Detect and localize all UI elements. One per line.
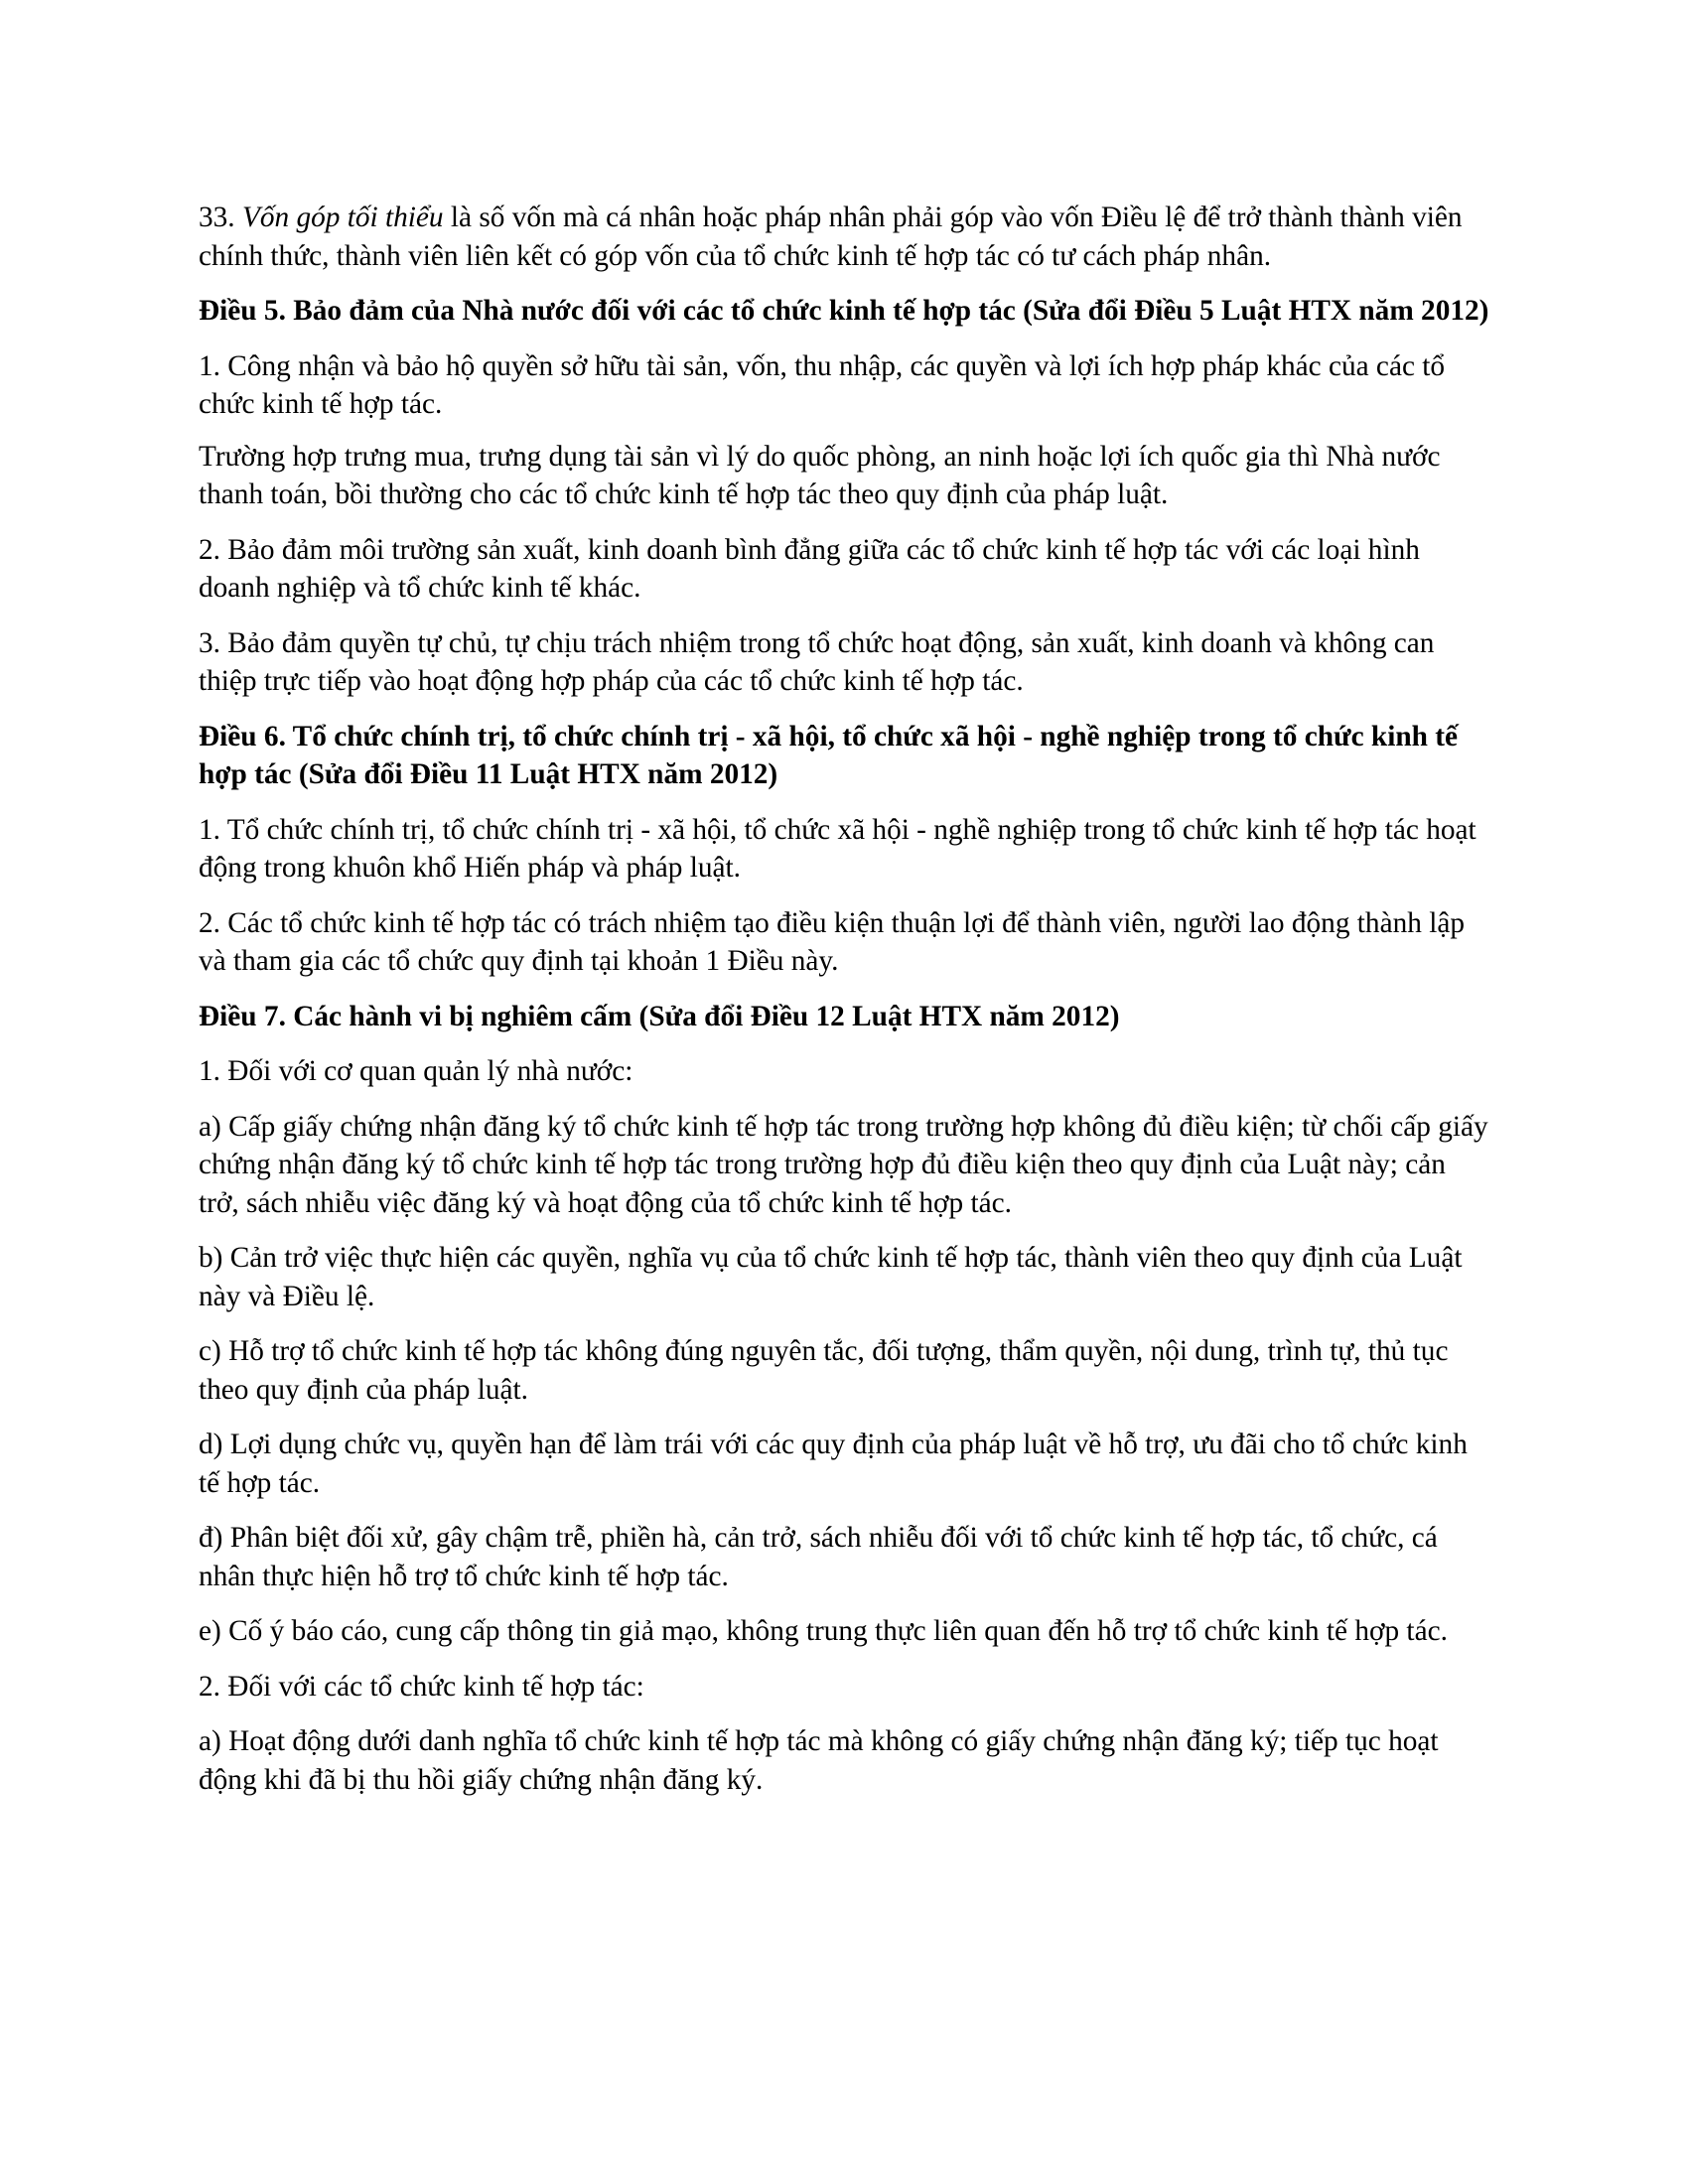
article-6-clause-2: 2. Các tổ chức kinh tế hợp tác có trách nhiệm tạo điều kiện thuận lợi để thành viên, người lao động thành lập và tham gia các tổ chức quy định tại khoản 1 Điều này. <box>199 906 1466 977</box>
article-6-heading: Điều 6. Tổ chức chính trị, tổ chức chính trị - xã hội, tổ chức xã hội - nghề nghiệp trong tổ chức kinh tế hợp tác (Sửa đổi Điều 11 Luật HTX năm 2012) <box>199 720 1459 790</box>
article-7-clause-1: 1. Đối với cơ quan quản lý nhà nước: <box>199 1055 633 1087</box>
paragraph-definition-33 <box>199 199 1489 275</box>
article-7-clause-1-point-d: d) Lợi dụng chức vụ, quyền hạn để làm trái với các quy định của pháp luật về hỗ trợ, ưu đãi cho tổ chức kinh tế hợp tác. <box>199 1429 1468 1499</box>
article-5-clause-3: 3. Bảo đảm quyền tự chủ, tự chịu trách nhiệm trong tổ chức hoạt động, sản xuất, kinh doanh và không can thiệp trực tiếp vào hoạt động hợp pháp của các tổ chức kinh tế hợp tác. <box>199 626 1435 697</box>
article-7-clause-1-point-c: c) Hỗ trợ tổ chức kinh tế hợp tác không đúng nguyên tắc, đối tượng, thẩm quyền, nội dung, trình tự, thủ tục theo quy định của pháp luật. <box>199 1335 1449 1406</box>
document-page <box>199 199 1489 1816</box>
article-7-heading: Điều 7. Các hành vi bị nghiêm cấm (Sửa đổi Điều 12 Luật HTX năm 2012) <box>199 1000 1120 1032</box>
article-7-clause-1-point-b: b) Cản trở việc thực hiện các quyền, nghĩa vụ của tổ chức kinh tế hợp tác, thành viên theo quy định của Luật này và Điều lệ. <box>199 1242 1463 1312</box>
article-7-clause-2: 2. Đối với các tổ chức kinh tế hợp tác: <box>199 1670 644 1703</box>
defined-term: Vốn góp tối thiểu <box>241 202 444 233</box>
definition-text: là số vốn mà cá nhân hoặc pháp nhân phải góp vào vốn Điều lệ để trở thành thành viên chính thức, thành viên liên kết có góp vốn của tổ chức kinh tế hợp tác có tư cách pháp nhân. <box>199 202 1463 272</box>
article-5-clause-2: 2. Bảo đảm môi trường sản xuất, kinh doanh bình đẳng giữa các tổ chức kinh tế hợp tác với các loại hình doanh nghiệp và tổ chức kinh tế khác. <box>199 533 1420 604</box>
article-7-clause-1-point-a: a) Cấp giấy chứng nhận đăng ký tổ chức kinh tế hợp tác trong trường hợp không đủ điều kiện; từ chối cấp giấy chứng nhận đăng ký tổ chức kinh tế hợp tác trong trường hợp đủ điều kiện theo quy định của Luật này; cản trở, sách nhiễu việc đăng ký và hoạt động của tổ chức kinh tế hợp tác. <box>199 1110 1488 1219</box>
article-6-clause-1: 1. Tổ chức chính trị, tổ chức chính trị - xã hội, tổ chức xã hội - nghề nghiệp trong tổ chức kinh tế hợp tác hoạt động trong khuôn khổ Hiến pháp và pháp luật. <box>199 813 1477 884</box>
item-number: 33. <box>199 202 242 233</box>
article-5-clause-1: 1. Công nhận và bảo hộ quyền sở hữu tài sản, vốn, thu nhập, các quyền và lợi ích hợp pháp khác của các tổ chức kinh tế hợp tác. <box>199 349 1446 420</box>
article-7-clause-2-point-a: a) Hoạt động dưới danh nghĩa tổ chức kinh tế hợp tác mà không có giấy chứng nhận đăng ký; tiếp tục hoạt động khi đã bị thu hồi giấy chứng nhận đăng ký. <box>199 1725 1439 1796</box>
article-5-heading: Điều 5. Bảo đảm của Nhà nước đối với các tổ chức kinh tế hợp tác (Sửa đổi Điều 5 Luật HTX năm 2012) <box>199 295 1489 327</box>
article-7-clause-1-point-e: e) Cố ý báo cáo, cung cấp thông tin giả mạo, không trung thực liên quan đến hỗ trợ tổ chức kinh tế hợp tác. <box>199 1615 1448 1647</box>
article-5-clause-1-continued: Trường hợp trưng mua, trưng dụng tài sản vì lý do quốc phòng, an ninh hoặc lợi ích quốc gia thì Nhà nước thanh toán, bồi thường cho các tổ chức kinh tế hợp tác theo quy định của pháp luật. <box>199 440 1441 510</box>
article-7-clause-1-point-dd: đ) Phân biệt đối xử, gây chậm trễ, phiền hà, cản trở, sách nhiễu đối với tổ chức kinh tế hợp tác, tổ chức, cá nhân thực hiện hỗ trợ tổ chức kinh tế hợp tác. <box>199 1522 1438 1592</box>
